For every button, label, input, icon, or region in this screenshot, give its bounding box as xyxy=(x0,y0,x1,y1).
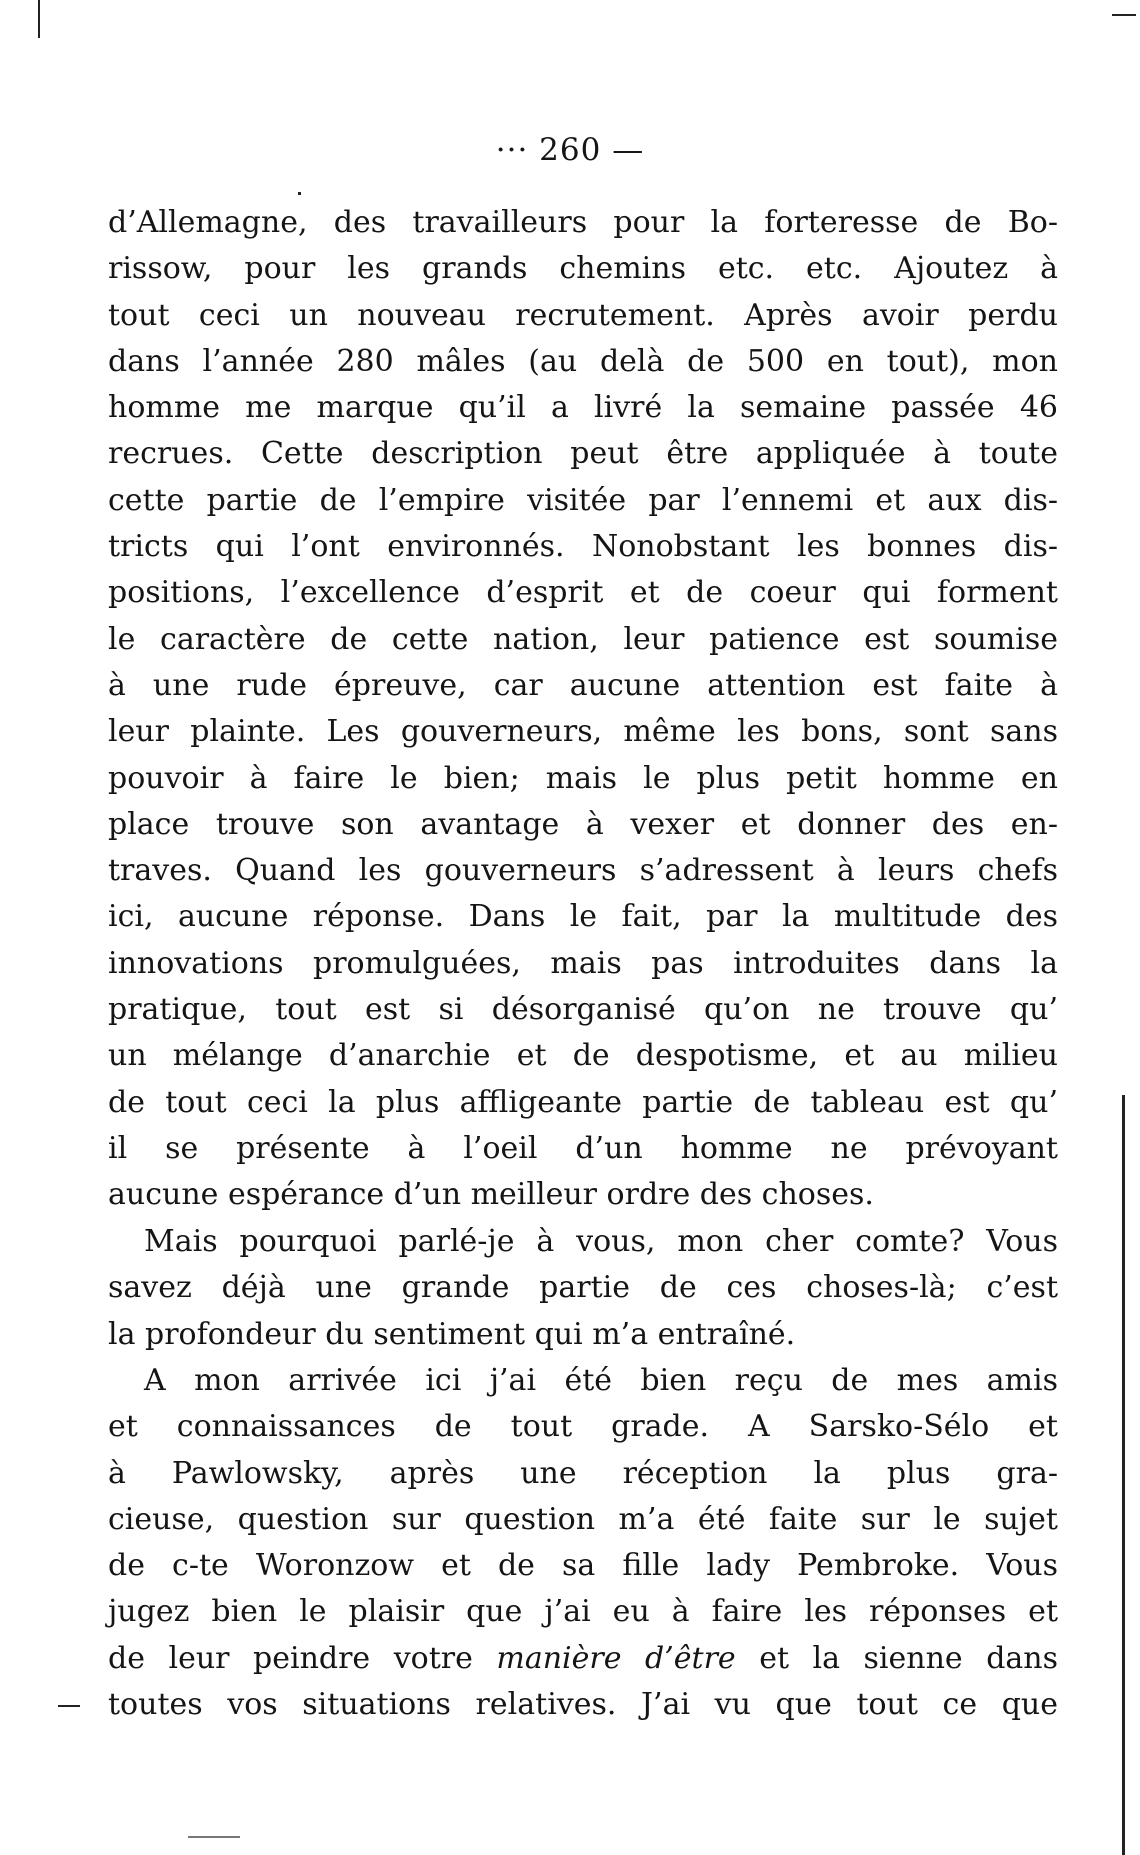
text-line: dans l’année 280 mâles (au delà de 500 en tout), mon xyxy=(108,343,1058,379)
scan-margin-line-right xyxy=(1122,1095,1125,1855)
text-line: leur plainte. Les gouverneurs, même les bons, sont sans xyxy=(108,714,1058,750)
text-line: tout ceci un nouveau recrutement. Après avoir perdu xyxy=(108,297,1058,333)
text-line: d’Allemagne, des travailleurs pour la forteresse de Bo- xyxy=(108,205,1058,240)
text-line: un mélange d’anarchie et de despotisme, et au milieu xyxy=(108,1038,1058,1074)
text-line: à une rude épreuve, car aucune attention est faite à xyxy=(108,667,1058,703)
text-line: Mais pourquoi parlé-je à vous, mon cher comte? Vous xyxy=(144,1224,1058,1259)
text-line: pouvoir à faire le bien; mais le plus petit homme en xyxy=(108,760,1058,796)
page-number: ··· 260 — xyxy=(495,132,645,168)
scan-edge-mark-top-left xyxy=(38,0,40,38)
text-line: recrues. Cette description peut être appliquée à toute xyxy=(108,436,1058,472)
text-line: la profondeur du sentiment qui m’a entraîné. xyxy=(108,1316,796,1352)
text-line: homme me marque qu’il a livré la semaine passée 46 xyxy=(108,390,1058,426)
text-line: A mon arrivée ici j’ai été bien reçu de mes amis xyxy=(144,1363,1058,1398)
text-line: positions, l’excellence d’esprit et de coeur qui forment xyxy=(108,575,1058,611)
text-line: savez déjà une grande partie de ces choses-là; c’est xyxy=(108,1270,1058,1306)
paragraph-3 xyxy=(108,1358,1058,1728)
scan-bottom-dash xyxy=(188,1836,240,1838)
text-line: pratique, tout est si désorganisé qu’on ne trouve qu’ xyxy=(108,992,1058,1028)
text-line: et connaissances de tout grade. A Sarsko-Sélo et xyxy=(108,1409,1058,1445)
text-line: innovations promulguées, mais pas introduites dans la xyxy=(108,945,1058,981)
italic-phrase: manière d’être xyxy=(496,1640,736,1676)
paragraph-1 xyxy=(108,200,1058,1219)
text-segment: et la sienne dans xyxy=(735,1640,1058,1676)
text-line: le caractère de cette nation, leur patience est soumise xyxy=(108,621,1058,657)
text-line: tricts qui l’ont environnés. Nonobstant les bonnes dis- xyxy=(108,529,1058,565)
text-line: rissow, pour les grands chemins etc. etc. Ajoutez à xyxy=(108,251,1058,287)
text-segment: de leur peindre votre xyxy=(108,1640,497,1676)
text-line: traves. Quand les gouverneurs s’adressent à leurs chefs xyxy=(108,853,1058,889)
text-line-with-italic xyxy=(108,1636,1058,1682)
text-line: de c-te Woronzow et de sa fille lady Pembroke. Vous xyxy=(108,1548,1058,1584)
paragraph-2 xyxy=(108,1219,1058,1358)
text-line: cieuse, question sur question m’a été faite sur le sujet xyxy=(108,1501,1058,1537)
text-line: à Pawlowsky, après une réception la plus gra- xyxy=(108,1455,1058,1491)
text-line: place trouve son avantage à vexer et donner des en- xyxy=(108,806,1058,842)
scan-dot xyxy=(298,192,301,195)
text-line: toutes vos situations relatives. J’ai vu que tout ce que xyxy=(108,1687,1058,1723)
text-line: ici, aucune réponse. Dans le fait, par la multitude des xyxy=(108,899,1058,935)
text-line: de tout ceci la plus affligeante partie de tableau est qu’ xyxy=(108,1084,1058,1120)
text-line: jugez bien le plaisir que j’ai eu à faire les réponses et xyxy=(108,1594,1058,1630)
scan-edge-mark-top-right xyxy=(1112,14,1136,16)
text-line: cette partie de l’empire visitée par l’ennemi et aux dis- xyxy=(108,482,1058,518)
scan-margin-tick-left xyxy=(58,1705,80,1707)
text-line: il se présente à l’oeil d’un homme ne prévoyant xyxy=(108,1130,1058,1166)
text-line: aucune espérance d’un meilleur ordre des choses. xyxy=(108,1177,874,1213)
